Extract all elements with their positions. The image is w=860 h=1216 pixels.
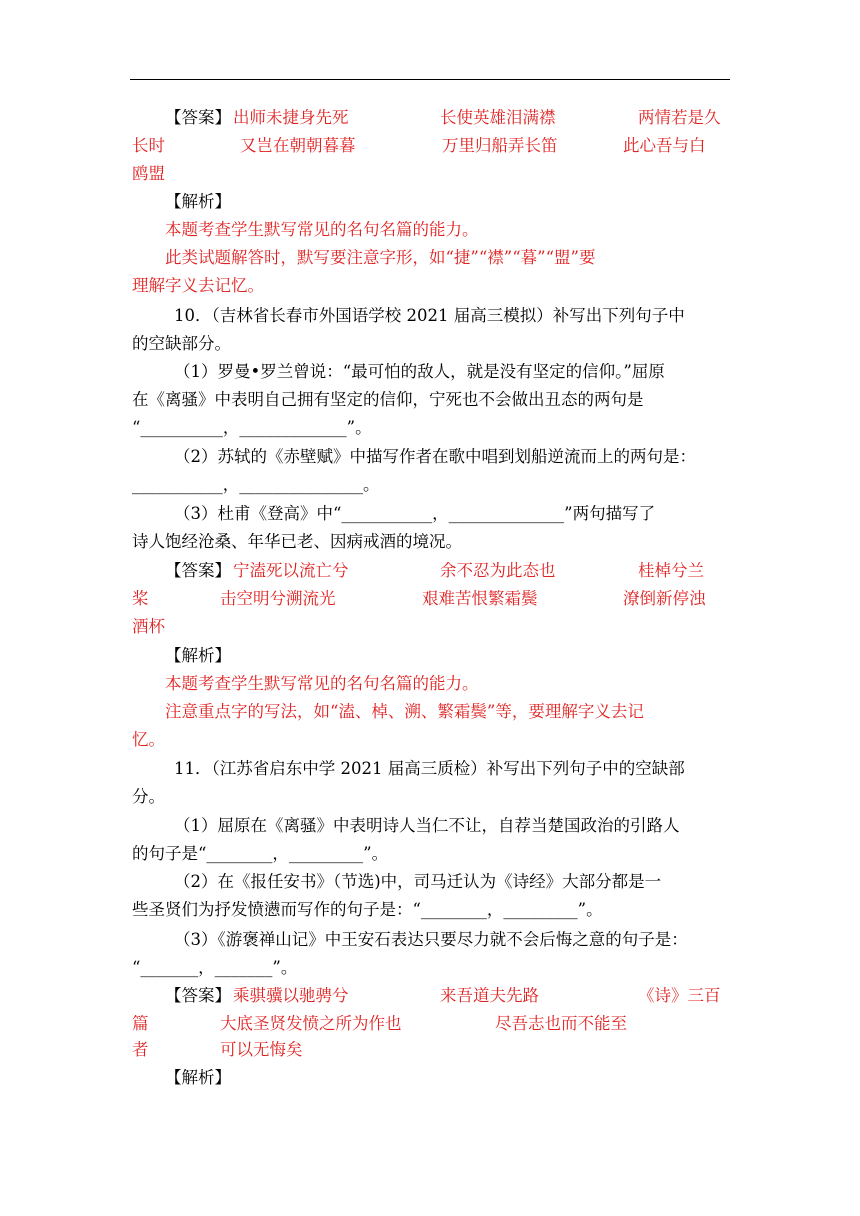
question-part: （2）苏轼的《赤壁赋》中描写作者在歌中唱到划船逆流而上的两句是： — [174, 447, 696, 466]
question-stem: 10．（吉林省长春市外国语学校 2021 届高三模拟）补写出下列句子中 — [174, 306, 685, 325]
fill-blank: “_______，_______”。 — [132, 958, 298, 977]
answer-item: 两情若是久 — [638, 108, 721, 127]
answer-item: 此心吾与白 — [623, 136, 706, 155]
analysis-text: 忆。 — [132, 730, 165, 749]
answer-item: 篇 — [132, 1014, 149, 1033]
answer-item: 万里归船弄长笛 — [442, 136, 558, 155]
question-part: （2）在《报任安书》（节选)中，司马迁认为《诗经》大部分都是一 — [174, 872, 662, 891]
answer-item: 尽吾志也而不能至 — [495, 1014, 627, 1033]
analysis-text: 本题考查学生默写常见的名句名篇的能力。 — [165, 220, 479, 239]
question-stem: 11．（江苏省启东中学 2021 届高三质检）补写出下列句子中的空缺部 — [174, 759, 685, 778]
question-part: 些圣贤们为抒发愤懑而写作的句子是：“________，_________”。 — [132, 900, 603, 919]
answer-item: 乘骐骥以驰骋兮 — [233, 986, 349, 1005]
answer-item: 《诗》三百 — [638, 986, 721, 1005]
answer-item: 艰难苦恨繁霜鬓 — [422, 589, 538, 608]
question-stem: 分。 — [132, 787, 165, 806]
answer-item: 又岂在朝朝暮暮 — [240, 136, 356, 155]
answer-item: 桂棹兮兰 — [638, 561, 704, 580]
answer-label: 【答案】 — [165, 108, 231, 127]
answer-item: 余不忍为此态也 — [440, 561, 556, 580]
answer-line: 鸥盟 — [132, 164, 165, 183]
header-rule — [130, 79, 730, 80]
answer-item: 长时 — [132, 136, 165, 155]
answer-item: 可以无悔矣 — [220, 1040, 303, 1059]
answer-item: 出师未捷身先死 — [233, 108, 349, 127]
fill-blank: “__________，_____________”。 — [132, 418, 372, 437]
question-part: （3）《游褒禅山记》中王安石表达只要尽力就不会后悔之意的句子是： — [174, 930, 688, 949]
answer-item: 长使英雄泪满襟 — [440, 108, 556, 127]
question-part: 诗人饱经沧桑、年华已老、因病戒酒的境况。 — [132, 532, 462, 551]
answer-item: 来吾道夫先路 — [440, 986, 539, 1005]
analysis-label: 【解析】 — [165, 192, 231, 211]
answer-item: 桨 — [132, 589, 149, 608]
answer-item: 大底圣贤发愤之所为作也 — [220, 1014, 402, 1033]
answer-item: 者 — [132, 1040, 149, 1059]
answer-label: 【答案】 — [165, 986, 231, 1005]
analysis-text: 理解字义去记忆。 — [132, 276, 264, 295]
question-part: 的句子是“________，_________”。 — [132, 844, 389, 863]
analysis-text: 此类试题解答时，默写要注意字形，如“捷”“襟”“暮”“盟”要 — [165, 248, 596, 267]
answer-item: 击空明兮溯流光 — [220, 589, 336, 608]
question-part: （1）屈原在《离骚》中表明诗人当仁不让，自荐当楚国政治的引路人 — [174, 816, 680, 835]
analysis-label: 【解析】 — [165, 1068, 231, 1087]
analysis-label: 【解析】 — [165, 646, 231, 665]
answer-line: 酒杯 — [132, 617, 165, 636]
analysis-text: 注意重点字的写法，如“溘、棹、溯、繁霜鬓”等，要理解字义去记 — [165, 702, 644, 721]
answer-item: 宁溘死以流亡兮 — [233, 561, 349, 580]
answer-item: 潦倒新停浊 — [623, 589, 706, 608]
question-part: （1）罗曼•罗兰曾说：“最可怕的敌人，就是没有坚定的信仰。”屈原 — [174, 362, 665, 381]
question-part: 在《离骚》中表明自己拥有坚定的信仰，宁死也不会做出丑态的两句是 — [132, 390, 644, 409]
analysis-text: 本题考查学生默写常见的名句名篇的能力。 — [165, 674, 479, 693]
fill-blank: ___________，_______________。 — [132, 475, 380, 494]
answer-label: 【答案】 — [165, 561, 231, 580]
question-stem: 的空缺部分。 — [132, 334, 231, 353]
question-part: （3）杜甫《登高》中“___________，______________”两句描写了 — [174, 504, 656, 523]
